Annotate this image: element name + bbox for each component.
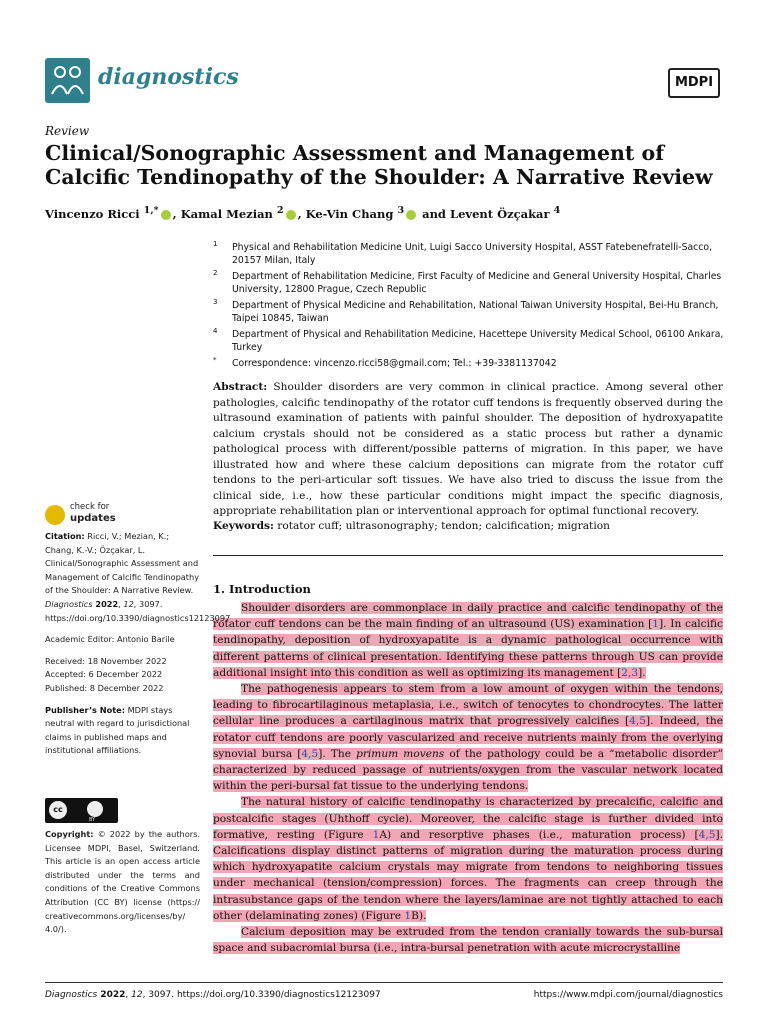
author-affil: 2: [276, 205, 284, 216]
correspondence[interactable]: * Correspondence: vincenzo.ricci58@gmail.com; Tel.: +39-3381137042: [213, 356, 557, 369]
body-text: [213, 600, 723, 956]
abstract-label: Abstract:: [213, 381, 268, 393]
figure-link[interactable]: 1: [372, 828, 380, 841]
author-affil: 1,*: [143, 205, 159, 216]
doi-link[interactable]: , 3097. https://doi.org/10.3390/diagnostics12123097: [45, 598, 231, 623]
affiliation: 4 Department of Physical and Rehabilitation Medicine, Hacettepe University Medical School, 06100 Ankara, Turkey: [213, 327, 724, 353]
affiliation: 1 Physical and Rehabilitation Medicine Unit, Luigi Sacco University Hospital, ASST Fatebenefratelli-Sacco, 20157 Milan, Italy: [213, 240, 713, 266]
orcid-icon[interactable]: [161, 210, 171, 220]
orcid-icon[interactable]: [406, 210, 416, 220]
citation-link[interactable]: 4,5: [301, 747, 319, 760]
cc-license-badge[interactable]: cc BY: [45, 798, 118, 823]
keywords: [213, 520, 723, 532]
publisher-logo[interactable]: [668, 68, 720, 98]
publisher-note: Publisher’s Note: MDPI stays neutral with regard to jurisdictional claims in published maps and institutional affiliations.: [45, 704, 190, 756]
author-affil: 3: [397, 205, 405, 216]
journal-name[interactable]: diagnostics: [98, 64, 239, 90]
dates: Received: 18 November 2022 Accepted: 6 December 2022 Published: 8 December 2022: [45, 655, 167, 693]
person-icon: [87, 801, 103, 817]
publisher-name: MDPI: [674, 75, 714, 90]
figure-link[interactable]: 1: [404, 909, 412, 922]
paragraph: The pathogenesis appears to stem from a low amount of oxygen within the tendons, leading to fibrocartilaginous metaplasia, i.e., switch of tenocytes to chondrocytes. The latter cellular line produces a cartilaginous matrix that progressively calcifies [4,5]. Indeed, the rotator cuff tendons are poorly vascularized and receive nutrients mainly from the overlying synovial bursa [4,5]. The primum movens of the pathology could be a “metabolic disorder” characterized by reduced passage of nutrients/oxygen from the vascular network located within the peri-bursal fat tissue to the underlying tendons.: [213, 683, 724, 793]
keywords-text: rotator cuff; ultrasonography; tendon; calcification; migration: [273, 520, 610, 532]
citation-link[interactable]: 1: [652, 618, 660, 631]
author-list: Vincenzo Ricci $^{1,*}$ , Kamal Mezian $^2$ , Ke-Vin Chang $^3$ and Levent Özçakar $^4$: [45, 205, 561, 221]
section-heading: 1. Introduction: [213, 582, 311, 596]
author-name[interactable]: Vincenzo Ricci: [45, 206, 140, 221]
citation-link[interactable]: 4,5: [629, 715, 646, 728]
footer-citation: Diagnostics 2022, 12, 3097. https://doi.org/10.3390/diagnostics12123097: [45, 990, 381, 1000]
author-name[interactable]: Kamal Mezian: [180, 206, 273, 221]
citation: Citation: Ricci, V.; Mezian, K.; Chang, K.-V.; Özçakar, L. Clinical/Sonographic Assessment and Management of Calcific Tendinopathy of the Shoulder: A Narrative Review. Diagnostics 2022, 12, 3097. https://doi.org/10.3390/diagnostics12123097: [45, 531, 231, 623]
affiliation: 3 Department of Physical Medicine and Rehabilitation, National Taiwan University Hospital, Bei-Hu Branch, Taipei 10845, Taiwan: [213, 298, 719, 324]
author-name[interactable]: Levent Özçakar: [449, 206, 550, 221]
academic-editor: Academic Editor: Antonio Barile: [45, 634, 175, 645]
copyright: Copyright: © 2022 by the authors. Licensee MDPI, Basel, Switzerland. This article is an open access article distributed under the terms and conditions of the Creative Commons Attribution (CC BY) license (https:// creativecommons.org/licenses/by/ 4.0/).: [45, 829, 200, 935]
footer-url[interactable]: https://www.mdpi.com/journal/diagnostics: [533, 990, 723, 1000]
keywords-label: Keywords:: [213, 520, 274, 532]
cc-icon: cc: [49, 801, 67, 819]
affiliations: [213, 241, 728, 373]
check-updates-icon: [45, 505, 65, 525]
affiliation: 2 Department of Rehabilitation Medicine, First Faculty of Medicine and General University Hospital, Charles University, 12800 Prague, Czech Republic: [213, 269, 722, 295]
paragraph: The natural history of calcific tendinopathy is characterized by precalcific, calcific and postcalcific stages (Uhthoff cycle). Moreover, the calcific stage is further divided into formative, resting (Figure 1A) and resorptive phases (i.e., maturation process) [4,5]. Calcifications display distinct patterns of migration during the maturation process during which hydroxyapatite calcium crystals may migrate from tendons to neighboring tissues under mechanical (tension/compression) forces. The fragments can creep through the intrasubstance gaps of the tendon where the layers/laminae are not tightly attached to each other (delaminating zones) (Figure 1B).: [213, 796, 723, 922]
citation-link[interactable]: 2,3: [621, 666, 639, 679]
abstract-text: Shoulder disorders are very common in clinical practice. Among several other pathologies, calcific tendinopathy of the rotator cuff tendons is frequently observed during the ultrasound examination of patients with painful shoulder. The deposition of hydroxyapatite calcium crystals should not be considered as a static process but rather a dynamic pathological process with different/possible patterns of migration. In this paper, we have illustrated how and where these calcium depositions can migrate from the rotator cuff tendons to the peri-articular soft tissues. We have also tried to discuss the issue from the clinical side, i.e., how these particular conditions might impact the specific diagnosis, appropriate rehabilitation plan or interventional approach for optimal functional recovery.: [213, 381, 723, 517]
orcid-icon[interactable]: [286, 210, 296, 220]
paragraph: Calcium deposition may be extruded from the tendon cranially towards the sub-bursal space and subacromial bursa (i.e., intra-bursal penetration with acute microcrystalline: [213, 926, 723, 955]
footer-doi[interactable]: , 3097. https://doi.org/10.3390/diagnostics12123097: [142, 990, 381, 1000]
article-type: Review: [45, 124, 90, 138]
divider: [213, 555, 723, 556]
journal-logo: [45, 58, 90, 103]
people-icon: [45, 58, 90, 103]
author-name[interactable]: Ke-Vin Chang: [305, 206, 394, 221]
author-affil: 4: [553, 205, 561, 216]
abstract: [213, 380, 723, 520]
citation-link[interactable]: 4,5: [698, 828, 716, 841]
sidebar-info: [45, 530, 231, 766]
paragraph: Shoulder disorders are commonplace in daily practice and calcific tendinopathy of the rotator cuff tendons can be the main finding of an ultrasound (US) examination [1]. In calcific tendinopathy, deposition of hydroxyapatite is a dynamic pathological occurrence with different patterns of clinical presentation. Identifying these patterns through US can provide additional insight into this condition as well as optimizing its management [2,3].: [213, 602, 723, 679]
footer-divider: [45, 982, 723, 983]
article-title: Clinical/Sonographic Assessment and Management of Calcific Tendinopathy of the Shoulder: A Narrative Review: [45, 141, 713, 189]
